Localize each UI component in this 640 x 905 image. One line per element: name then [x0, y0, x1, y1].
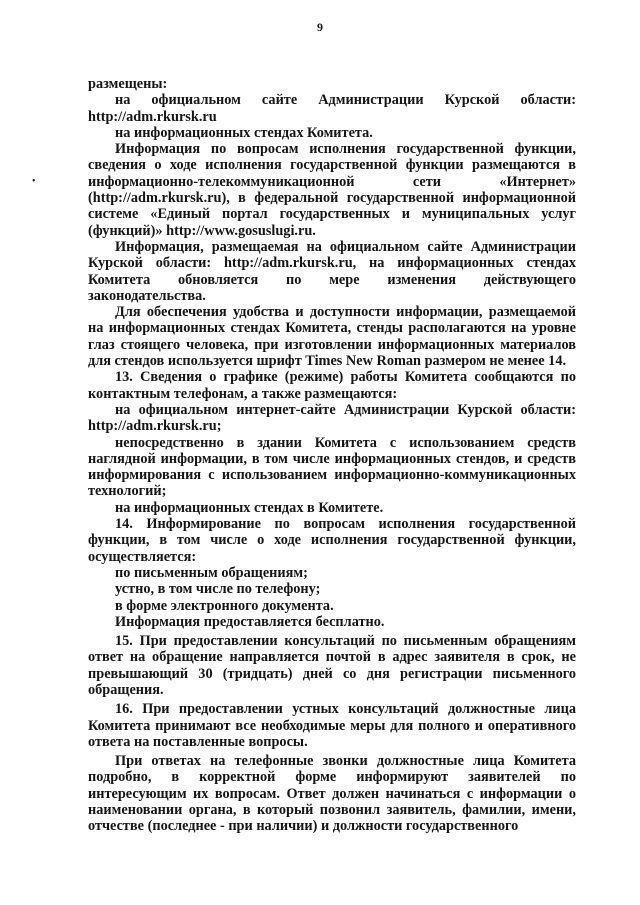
- document-body: [88, 76, 576, 835]
- paragraph-14-informing: 14. Информирование по вопросам исполнения государственной функции, в том числе о ходе исполнения государственной функции, осуществляется:: [88, 516, 576, 565]
- paragraph-phone-answers: При ответах на телефонные звонки должностные лица Комитета подробно, в корректной форме информируют заявителей по интересующим их вопросам. Ответ должен начинаться с информации о наименовании органа, в который позвонил заявитель, фамилии, имени, отчестве (последнее - при наличии) и должности государственного: [88, 753, 576, 835]
- list-item-electronic: в форме электронного документа.: [115, 597, 334, 614]
- paragraph-13-building: непосредственно в здании Комитета с использованием средств наглядной информации, в том числе информационных стендов, и средств информирования с использованием информационно-коммуникационных технологий;: [88, 434, 576, 500]
- paragraph-info-internet: Информация по вопросам исполнения государственной функции, сведения о ходе исполнения государственной функции размещаются в информационно-телекоммуникационной сети «Интернет» (http://adm.rkursk.ru), в федеральной государственной информационной системе «Единый портал государственных и муниципальных услуг (функций)» http://www.gosuslugi.ru.: [88, 141, 576, 239]
- paragraph-13-site: на официальном интернет-сайте Администрации Курской области: http://adm.rkursk.ru;: [88, 401, 576, 435]
- paragraph-16-oral-consult: 16. При предоставлении устных консультаций должностные лица Комитета принимают все необходимые меры для полного и оперативного ответа на поставленные вопросы.: [88, 701, 576, 750]
- paragraph-stand-font: Для обеспечения удобства и доступности информации, размещаемой на информационных стендах Комитета, стенды располагаются на уровне глаз стоящего человека, при изготовлении информационных материалов для стендов используется шрифт Times New Roman размером не менее 14.: [88, 304, 576, 370]
- paragraph-13-stands: на информационных стендах в Комитете.: [115, 499, 384, 516]
- paragraph-13-schedule: 13. Сведения о графике (режиме) работы Комитета сообщаются по контактным телефонам, а также размещаются:: [88, 369, 576, 402]
- scan-mark: •: [32, 176, 36, 187]
- list-item-oral: устно, в том числе по телефону;: [115, 581, 321, 598]
- paragraph-placed: размещены:: [88, 76, 168, 92]
- list-item-written: по письменным обращениям;: [115, 564, 308, 581]
- paragraph-official-site: на официальном сайте Администрации Курской области: http://adm.rkursk.ru: [88, 92, 576, 125]
- paragraph-stands: на информационных стендах Комитета.: [115, 124, 373, 141]
- paragraph-15-written-consult: 15. При предоставлении консультаций по письменным обращениям ответ на обращение направляется почтой в адрес заявителя в срок, не превышающий 30 (тридцать) дней со дня регистрации письменного обращения.: [88, 633, 576, 698]
- paragraph-free-info: Информация предоставляется бесплатно.: [115, 613, 385, 630]
- page-number: 9: [317, 20, 323, 34]
- paragraph-info-updates: Информация, размещаемая на официальном сайте Администрации Курской области: http://adm.rkursk.ru, на информационных стендах Комитета обновляется по мере изменения действующего законодательства.: [88, 238, 576, 304]
